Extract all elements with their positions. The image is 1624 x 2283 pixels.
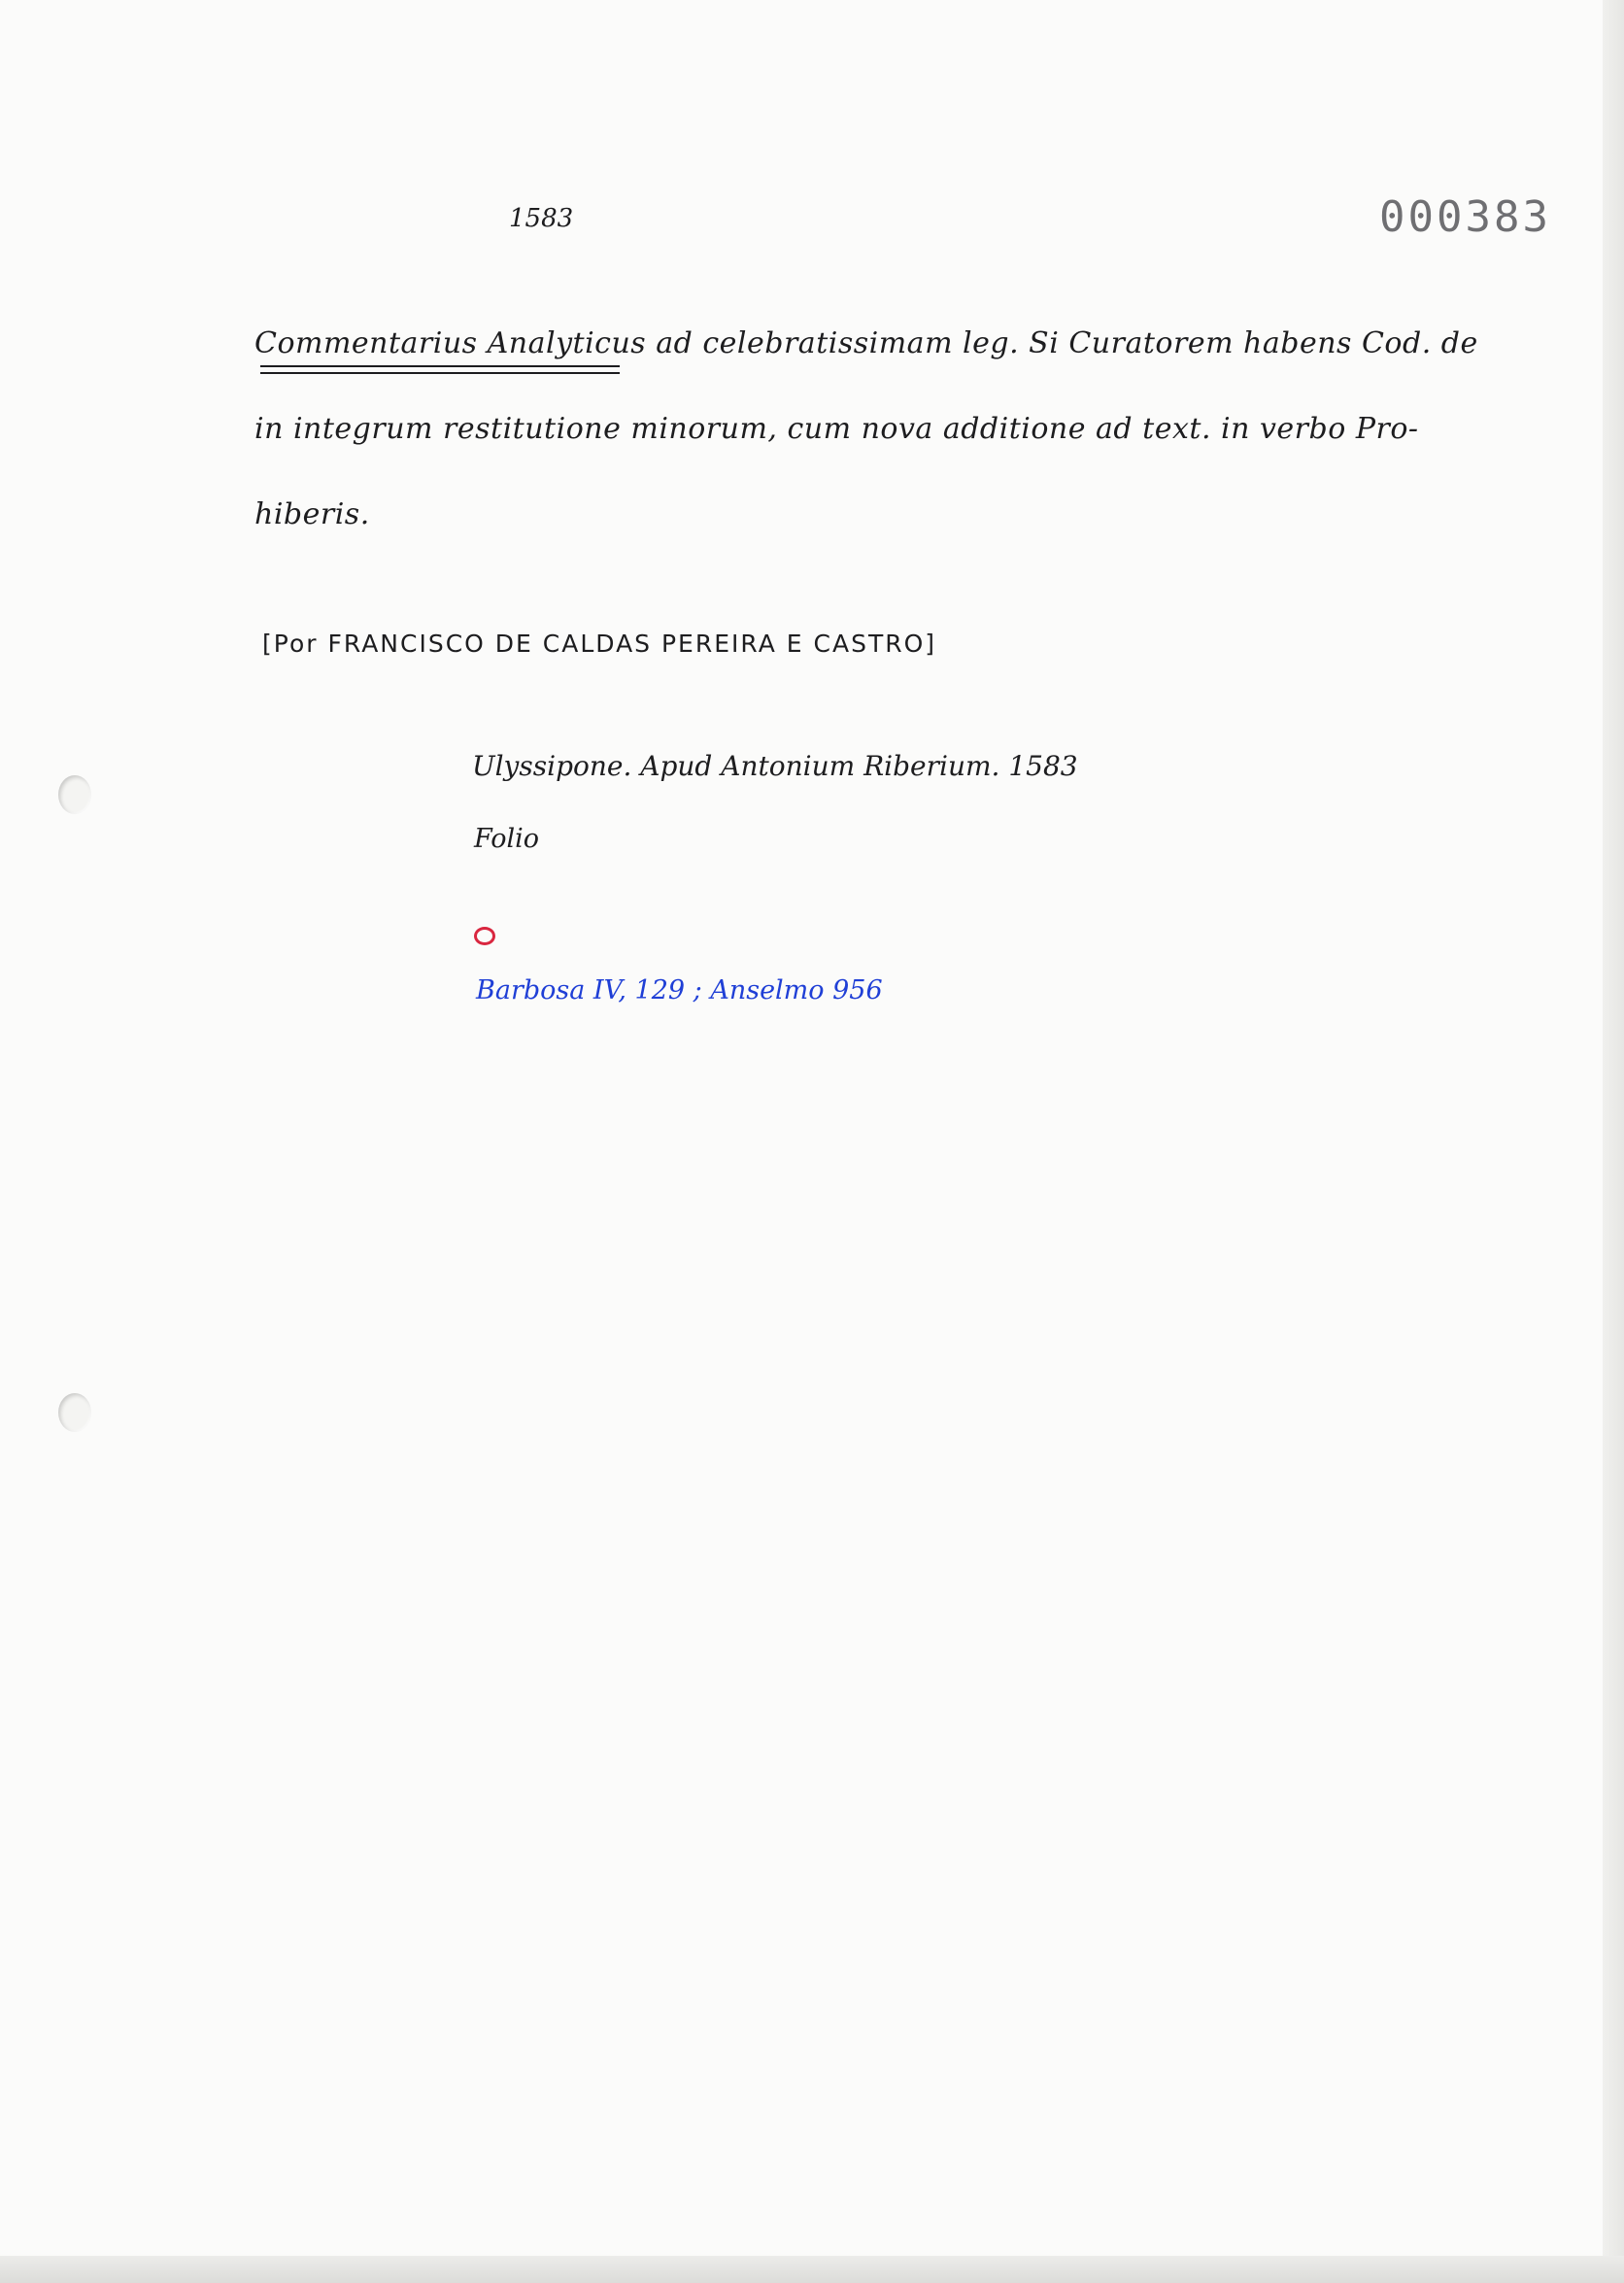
punch-hole-lower <box>58 1393 91 1432</box>
title-underline-top <box>260 365 620 367</box>
punch-hole-upper <box>58 775 91 814</box>
year-heading: 1583 <box>509 204 574 233</box>
author-attribution: [Por FRANCISCO DE CALDAS PEREIRA E CASTRO] <box>262 630 937 658</box>
catalog-stamp-number: 000383 <box>1379 192 1551 242</box>
title-line-2: in integrum restitutione minorum, cum nova additione ad text. in verbo Pro- <box>254 412 1419 446</box>
format-line: Folio <box>474 824 540 854</box>
title-underline-bottom <box>260 372 620 374</box>
title-line-1: Commentarius Analyticus ad celebratissimam leg. Si Curatorem habens Cod. de <box>254 326 1478 360</box>
red-circle-mark <box>474 927 495 945</box>
imprint-line: Ulyssipone. Apud Antonium Riberium. 1583 <box>472 750 1078 782</box>
page-edge-right <box>1603 0 1624 2283</box>
title-line-3: hiberis. <box>254 497 370 531</box>
bibliographic-references: Barbosa IV, 129 ; Anselmo 956 <box>476 975 883 1005</box>
page-edge-bottom <box>0 2256 1624 2283</box>
